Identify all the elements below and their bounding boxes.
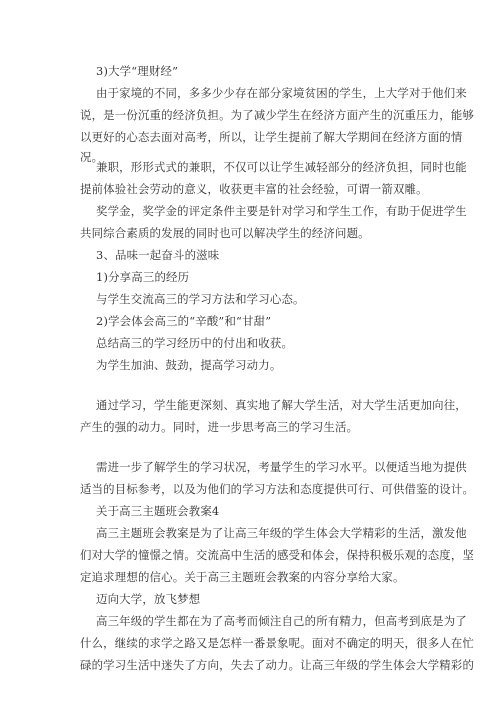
paragraph-line: 什么，继续的求学之路又是怎样一番景象呢。面对不确定的明天，很多人在忙	[80, 636, 475, 650]
paragraph-line: 高三年级的学生都在为了高考而倾注自己的所有精力，但高考到底是为了	[96, 614, 467, 628]
paragraph-line: 为学生加油、鼓劲，提高学习动力。	[96, 358, 282, 372]
paragraph-line: 与学生交流高三的学习方法和学习心态。	[96, 292, 305, 306]
paragraph-line: 奖学金，奖学金的评定条件主要是针对学习和学生工作，有助于促进学生	[96, 204, 467, 218]
subheading: 迈向大学，放飞梦想	[96, 592, 201, 606]
paragraph-line: 通过学习，学生能更深刻、真实地了解大学生活，对大学生活更加向往，	[96, 398, 467, 412]
paragraph-line: 定追求理想的信心。关于高三主题班会教案的内容分享给大家。	[80, 570, 405, 584]
paragraph-line: 共同综合素质的发展的同时也可以解决学生的经济问题。	[80, 226, 370, 240]
heading-financial: 3)大学“理财经”	[96, 64, 179, 78]
paragraph-line: 提前体验社会劳动的意义，收获更丰富的社会经验，可谓一箭双雕。	[80, 182, 428, 196]
paragraph-line: 以更好的心态去面对高考，所以，让学生提前了解大学期间在经济方面的情	[80, 130, 463, 144]
section-title: 关于高三主题班会教案4	[96, 504, 220, 518]
paragraph-line: 碌的学习生活中迷失了方向，失去了动力。让高三年级的学生体会大学精彩的	[80, 658, 475, 672]
subheading: 2)学会体会高三的“辛酸”和“甘甜”	[96, 314, 272, 328]
paragraph-line: 总结高三的学习经历中的付出和收获。	[96, 336, 294, 350]
subheading: 1)分享高三的经历	[96, 270, 190, 284]
paragraph-line: 们对大学的憧憬之情。交流高中生活的感受和体会，保持积极乐观的态度，坚	[80, 548, 475, 562]
paragraph-line: 况。	[80, 150, 104, 164]
paragraph-line: 适当的目标参考，以及为他们的学习方法和态度提供可行、可供借鉴的设计。	[80, 482, 475, 496]
paragraph-line: 产生的强的动力。同时，进一步思考高三的学习生活。	[80, 420, 359, 434]
paragraph-line: 高三主题班会教案是为了让高三年级的学生体会大学精彩的生活，激发他	[96, 526, 467, 540]
section-heading: 3、品味一起奋斗的滋味	[96, 248, 220, 262]
paragraph-line: 兼职，形形式式的兼职，不仅可以让学生减轻部分的经济负担，同时也能	[96, 160, 467, 174]
paragraph-line: 说，是一份沉重的经济负担。为了减少学生在经济方面产生的沉重压力，能够	[80, 108, 475, 122]
paragraph-line: 需进一步了解学生的学习状况，考量学生的学习水平。以便适当地为提供	[96, 460, 467, 474]
paragraph-line: 由于家境的不同，多多少少存在部分家境贫困的学生，上大学对于他们来	[96, 86, 467, 100]
